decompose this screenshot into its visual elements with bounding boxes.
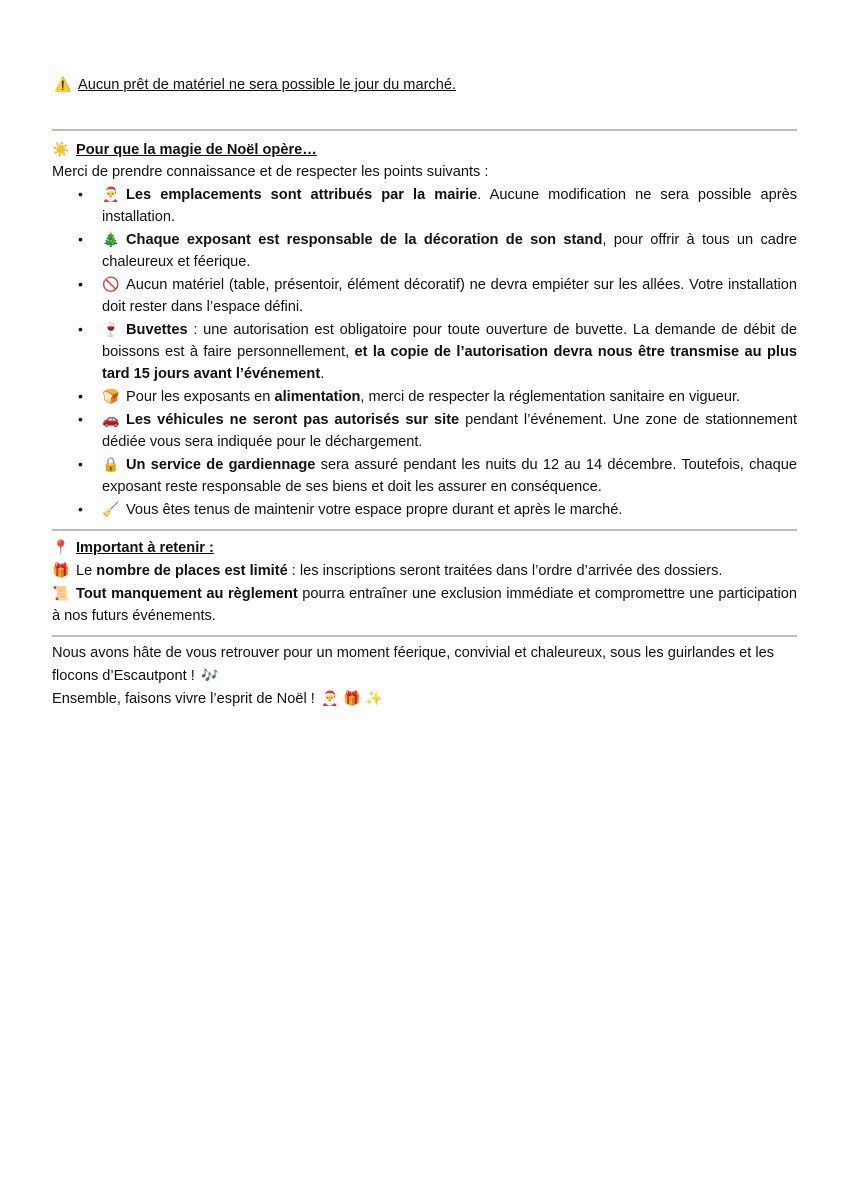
item-text: pourra entraîner une exclusion immédiate et compromettre une participation à nos futurs événements. <box>52 586 798 624</box>
closing-line-2 <box>52 687 797 710</box>
section-title-important <box>52 536 797 559</box>
rules-list <box>52 183 797 521</box>
santa-icon: 🎅 <box>321 690 339 706</box>
list-item <box>52 385 797 408</box>
warning-icon: ⚠️ <box>54 76 72 92</box>
gift-icon: 🎁 <box>52 562 70 578</box>
item-text: Aucun matériel (table, présentoir, élément décoratif) ne devra empiéter sur les allées. Votre installation doit rester dans l’espace défini. <box>102 277 797 315</box>
gift-icon: 🎁 <box>343 690 361 706</box>
list-item <box>52 408 797 453</box>
item-text: Le <box>76 563 97 579</box>
list-item <box>52 498 797 521</box>
magie-title: Pour que la magie de Noël opère… <box>76 142 317 158</box>
christmas-tree-icon: 🎄 <box>102 231 120 247</box>
lock-icon: 🔒 <box>102 456 120 472</box>
important-line-1 <box>52 559 797 582</box>
list-item <box>52 273 797 318</box>
document-page <box>52 73 797 710</box>
item-bold: Les véhicules ne seront pas autorisés sur site <box>126 412 460 428</box>
item-text: : une autorisation est obligatoire pour toute ouverture de buvette. La demande de débit de boissons est à faire personnellement, <box>102 322 797 360</box>
closing-text: Nous avons hâte de vous retrouver pour un moment féerique, convivial et chaleureux, sous les guirlandes et les flocons d’Escautpont ! <box>52 645 774 684</box>
bread-icon: 🍞 <box>102 388 120 404</box>
music-notes-icon: 🎶 <box>201 667 219 683</box>
item-text: Vous êtes tenus de maintenir votre espace propre durant et après le marché. <box>126 502 623 518</box>
sparkles-icon: ✨ <box>365 690 383 706</box>
wine-glass-icon: 🍷 <box>102 321 120 337</box>
important-line-2 <box>52 582 797 627</box>
warning-line <box>54 73 797 95</box>
item-text: Pour les exposants en <box>126 389 275 405</box>
list-item <box>52 318 797 385</box>
list-item <box>52 183 797 228</box>
item-bold: Buvettes <box>126 322 188 338</box>
item-bold: Chaque exposant est responsable de la décoration de son stand <box>126 232 603 248</box>
closing-line-1 <box>52 642 797 687</box>
scroll-icon: 📜 <box>52 585 70 601</box>
item-text: : les inscriptions seront traitées dans l’ordre d’arrivée des dossiers. <box>287 563 723 579</box>
item-text: . <box>320 366 325 382</box>
item-bold: nombre de places est limité <box>96 563 288 579</box>
prohibited-icon: 🚫 <box>102 276 120 292</box>
closing-text: Ensemble, faisons vivre l’esprit de Noël ! <box>52 691 315 707</box>
item-bold: alimentation <box>274 389 361 405</box>
section-title-magie <box>52 138 797 161</box>
item-bold: Les emplacements sont attribués par la mairie <box>126 187 478 203</box>
car-icon: 🚗 <box>102 411 120 427</box>
item-text: . Aucune modification ne sera possible après installation. <box>102 187 797 225</box>
item-text: pendant l’événement. Une zone de stationnement dédiée vous sera indiquée pour le déchargement. <box>102 412 797 450</box>
broom-icon: 🧹 <box>102 501 120 517</box>
sun-icon: ☀️ <box>52 141 70 157</box>
item-text: , pour offrir à tous un cadre chaleureux et féerique. <box>102 232 797 270</box>
list-item <box>52 453 797 498</box>
item-bold: Tout manquement au règlement <box>76 586 298 602</box>
list-item <box>52 228 797 273</box>
item-text: sera assuré pendant les nuits du 12 au 14 décembre. Toutefois, chaque exposant reste responsable de ses biens et doit les assurer en conséquence. <box>102 457 797 495</box>
item-bold: et la copie de l’autorisation devra nous être transmise au plus tard 15 jours avant l’événement <box>102 344 797 382</box>
item-text: , merci de respecter la réglementation sanitaire en vigueur. <box>360 389 741 405</box>
warning-text: Aucun prêt de matériel ne sera possible le jour du marché. <box>78 77 457 93</box>
pushpin-icon: 📍 <box>52 539 70 555</box>
magie-intro: Merci de prendre connaissance et de respecter les points suivants : <box>52 164 489 180</box>
important-title: Important à retenir : <box>76 540 214 556</box>
item-bold: Un service de gardiennage <box>126 457 316 473</box>
santa-icon: 🎅 <box>102 186 120 202</box>
